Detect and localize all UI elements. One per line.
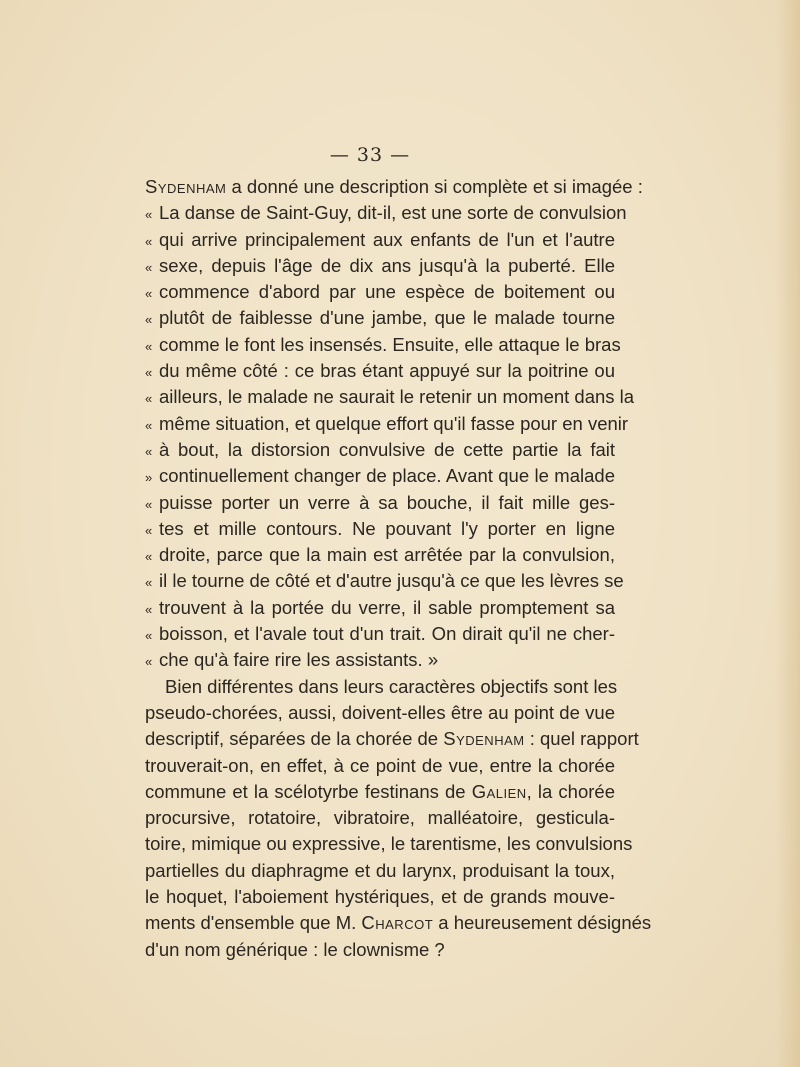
text-line bbox=[145, 227, 615, 253]
text-line bbox=[145, 279, 615, 305]
text-line bbox=[145, 858, 615, 884]
text-line bbox=[145, 463, 615, 489]
quote-mark: « bbox=[145, 207, 153, 223]
page-edge-shadow bbox=[776, 0, 800, 1067]
page-number: — 33 — bbox=[329, 144, 411, 166]
author-name: Charcot bbox=[361, 912, 434, 934]
line-text: commence d'abord par une espèce de boitement ou bbox=[159, 281, 615, 303]
text-line bbox=[145, 647, 615, 673]
quote-mark: « bbox=[145, 522, 153, 538]
line-text: continuellement changer de place. Avant que le malade bbox=[159, 465, 615, 487]
quote-mark: « bbox=[145, 654, 153, 670]
quote-mark: « bbox=[145, 496, 153, 512]
line-text: procursive, rotatoire, vibratoire, malléatoire, gesticula- bbox=[145, 807, 615, 829]
line-text: che qu'à faire rire les assistants. » bbox=[159, 649, 439, 671]
line-text: le hoquet, l'aboiement hystériques, et de grands mouve- bbox=[145, 886, 615, 908]
quote-mark: « bbox=[145, 365, 153, 381]
line-text: d'un nom générique : le clownisme ? bbox=[145, 938, 445, 960]
line-text: partielles du diaphragme et du larynx, produisant la toux, bbox=[145, 859, 615, 881]
text-line bbox=[145, 937, 615, 963]
line-text: ailleurs, le malade ne saurait le retenir un moment dans la bbox=[159, 386, 635, 408]
line-text: : quel rapport bbox=[524, 728, 639, 750]
body-text bbox=[145, 174, 652, 963]
text-line bbox=[145, 384, 635, 410]
text-line bbox=[145, 595, 615, 621]
quote-mark: « bbox=[145, 601, 153, 617]
line-text: Bien différentes dans leurs caractères objectifs sont les bbox=[165, 675, 618, 697]
line-text: il le tourne de côté et d'autre jusqu'à ce que les lèvres se bbox=[159, 570, 624, 592]
line-text: qui arrive principalement aux enfants de l'un et l'autre bbox=[159, 228, 615, 250]
line-text: du même côté : ce bras étant appuyé sur la poitrine ou bbox=[159, 360, 615, 382]
text-line bbox=[145, 910, 652, 936]
line-text: , la chorée bbox=[526, 780, 615, 802]
text-line bbox=[145, 805, 615, 831]
quote-mark: « bbox=[145, 575, 153, 591]
line-text: toire, mimique ou expressive, le tarentisme, les convulsions bbox=[145, 833, 633, 855]
quote-mark: « bbox=[145, 312, 153, 328]
quote-mark: « bbox=[145, 443, 153, 459]
line-text: ments d'ensemble que M. bbox=[145, 912, 362, 934]
text-line bbox=[145, 332, 621, 358]
line-text: plutôt de faiblesse d'une jambe, que le malade tourne bbox=[159, 307, 615, 329]
text-line bbox=[145, 568, 624, 594]
text-line bbox=[145, 253, 615, 279]
author-name: Galien bbox=[471, 780, 527, 802]
quote-mark: » bbox=[145, 470, 153, 486]
text-line bbox=[145, 753, 615, 779]
line-text: pseudo-chorées, aussi, doivent-elles être au point de vue bbox=[145, 701, 615, 723]
line-text: trouverait-on, en effet, à ce point de vue, entre la chorée bbox=[145, 754, 615, 776]
text-line bbox=[145, 358, 615, 384]
text-line bbox=[145, 884, 615, 910]
line-text: La danse de Saint-Guy, dit-il, est une sorte de convulsion bbox=[159, 202, 627, 224]
author-name: Sydenham bbox=[443, 728, 525, 750]
text-line bbox=[145, 674, 618, 700]
line-text: sexe, depuis l'âge de dix ans jusqu'à la puberté. Elle bbox=[159, 254, 615, 276]
line-text: trouvent à la portée du verre, il sable promptement sa bbox=[159, 596, 615, 618]
text-line bbox=[145, 490, 615, 516]
line-text: a heureusement désignés bbox=[433, 912, 652, 934]
line-text: boisson, et l'avale tout d'un trait. On dirait qu'il ne cher- bbox=[159, 623, 615, 645]
text-line bbox=[145, 700, 615, 726]
text-line bbox=[145, 200, 627, 226]
text-line bbox=[145, 437, 615, 463]
quote-mark: « bbox=[145, 233, 153, 249]
author-name: Sydenham bbox=[145, 176, 227, 197]
text-line bbox=[145, 621, 615, 647]
text-line bbox=[145, 779, 615, 805]
text-line bbox=[145, 542, 615, 568]
quote-mark: « bbox=[145, 259, 153, 275]
line-text: comme le font les insensés. Ensuite, elle attaque le bras bbox=[159, 333, 621, 355]
text-line bbox=[145, 305, 615, 331]
quote-mark: « bbox=[145, 286, 153, 302]
line-text: droite, parce que la main est arrêtée par la convulsion, bbox=[159, 544, 615, 566]
text-line bbox=[145, 516, 615, 542]
text-line bbox=[145, 831, 633, 857]
text-line bbox=[145, 726, 639, 752]
text-line bbox=[145, 174, 643, 200]
line-text: commune et la scélotyrbe festinans de bbox=[145, 780, 472, 802]
line-text: à bout, la distorsion convulsive de cette partie la fait bbox=[159, 438, 615, 460]
line-text: puisse porter un verre à sa bouche, il fait mille ges- bbox=[159, 491, 615, 513]
quote-mark: « bbox=[145, 549, 153, 565]
quote-mark: « bbox=[145, 628, 153, 644]
line-text: descriptif, séparées de la chorée de bbox=[145, 728, 444, 750]
line-text: a donné une description si complète et si imagée : bbox=[226, 176, 643, 197]
line-text: même situation, et quelque effort qu'il fasse pour en venir bbox=[159, 412, 629, 434]
text-line bbox=[145, 411, 629, 437]
line-text: tes et mille contours. Ne pouvant l'y porter en ligne bbox=[159, 517, 615, 539]
quote-mark: « bbox=[145, 338, 153, 354]
quote-mark: « bbox=[145, 391, 153, 407]
quote-mark: « bbox=[145, 417, 153, 433]
